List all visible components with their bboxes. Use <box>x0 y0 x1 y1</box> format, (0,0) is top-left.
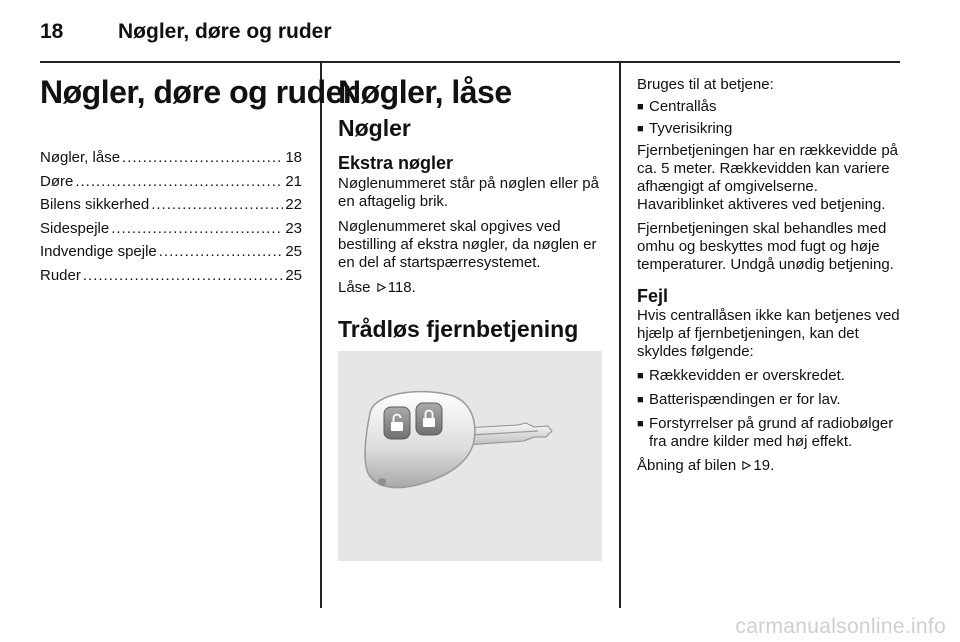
heading-keys-locks: Nøgler, låse <box>338 74 512 110</box>
list-item <box>637 415 903 451</box>
paragraph-care: Fjernbetjeningen skal behandles med omhu og beskyttes mod fugt og høje temperaturer. Undgå unødig betjening. <box>637 220 894 273</box>
toc-leader <box>151 196 283 213</box>
list-item <box>637 98 903 116</box>
heading-remote-control: Trådløs fjernbetjening <box>338 316 579 342</box>
section-title: Nøgler, døre og ruder <box>40 74 355 110</box>
paragraph-range: Fjernbetjeningen har en rækkevidde på ca. 5 meter. Rækkevidden kan variere afhængigt af omgivelserne. Havariblinket aktiveres ved betjening. <box>637 142 898 213</box>
list-item-text: Batterispændingen er for lav. <box>649 391 841 408</box>
xref-page: 19. <box>753 457 775 474</box>
toc-entry[interactable] <box>40 173 302 197</box>
heading-fault: Fejl <box>637 286 669 306</box>
xref-label: Åbning af bilen <box>637 457 737 474</box>
toc-leader <box>83 267 283 284</box>
toc-label: Indvendige spejle <box>40 243 157 260</box>
watermark: carmanualsonline.info <box>735 615 946 638</box>
toc-page: 25 <box>285 243 302 260</box>
toc-label: Ruder <box>40 266 81 284</box>
xref-page: 118. <box>387 279 416 296</box>
toc-entry[interactable] <box>40 220 302 244</box>
running-header-title: Nøgler, døre og ruder <box>118 20 332 43</box>
toc-label: Døre <box>40 172 74 190</box>
bullet-square-icon: ■ <box>637 370 644 382</box>
list-item-text: Centrallås <box>649 98 717 115</box>
remote-key-icon <box>338 351 602 561</box>
xref-label: Låse <box>338 279 371 296</box>
list-item <box>637 367 903 385</box>
bullet-square-icon: ■ <box>637 394 644 406</box>
cross-reference-opening[interactable] <box>637 457 903 475</box>
heading-extra-keys: Ekstra nøgler <box>338 153 454 173</box>
bullet-square-icon: ■ <box>637 123 644 135</box>
arrow-reference-icon <box>377 283 386 292</box>
toc-entry[interactable] <box>40 149 302 173</box>
page-number: 18 <box>40 20 64 43</box>
header-divider <box>40 61 900 63</box>
toc-label: Sidespejle <box>40 219 110 237</box>
table-of-contents <box>40 149 302 290</box>
toc-leader <box>122 149 283 166</box>
column-divider-left <box>320 63 322 608</box>
toc-leader <box>159 243 284 260</box>
toc-leader <box>111 220 283 237</box>
cross-reference-locks[interactable] <box>338 279 606 297</box>
toc-entry[interactable] <box>40 267 302 291</box>
toc-page: 22 <box>285 196 302 213</box>
toc-label: Nøgler, låse <box>40 149 121 166</box>
remote-key-fob-illustration <box>338 351 602 561</box>
toc-entry[interactable] <box>40 196 302 220</box>
list-item-text: Tyverisikring <box>649 120 733 137</box>
toc-page: 18 <box>285 149 302 166</box>
toc-entry[interactable] <box>40 243 302 267</box>
paragraph-fault-causes: Hvis centrallåsen ikke kan betjenes ved hjælp af fjernbetjeningen, kan det skyldes følgende: <box>637 307 900 360</box>
list-item-text: Forstyrrelser på grund af radiobølger fra andre kilder med høj effekt. <box>649 415 894 450</box>
list-item <box>637 120 903 138</box>
paragraph-key-number: Nøglenummeret står på nøglen eller på en aftagelig brik. <box>338 175 599 210</box>
right-column <box>637 76 903 475</box>
bullet-square-icon: ■ <box>637 418 644 430</box>
toc-page: 23 <box>285 219 302 237</box>
list-item-text: Rækkevidden er overskredet. <box>649 367 845 384</box>
toc-page: 21 <box>285 172 302 190</box>
paragraph-used-for: Bruges til at betjene: <box>637 76 774 93</box>
toc-label: Bilens sikkerhed <box>40 196 150 213</box>
toc-page: 25 <box>285 266 302 284</box>
column-divider-right <box>619 63 621 608</box>
heading-keys: Nøgler <box>338 115 411 141</box>
bullet-square-icon: ■ <box>637 101 644 113</box>
arrow-reference-icon <box>742 461 751 470</box>
list-item <box>637 391 903 409</box>
toc-leader <box>75 173 283 190</box>
paragraph-ordering: Nøglenummeret skal opgives ved bestilling af ekstra nøgler, da nøglen er en del af startspærresystemet. <box>338 218 597 271</box>
